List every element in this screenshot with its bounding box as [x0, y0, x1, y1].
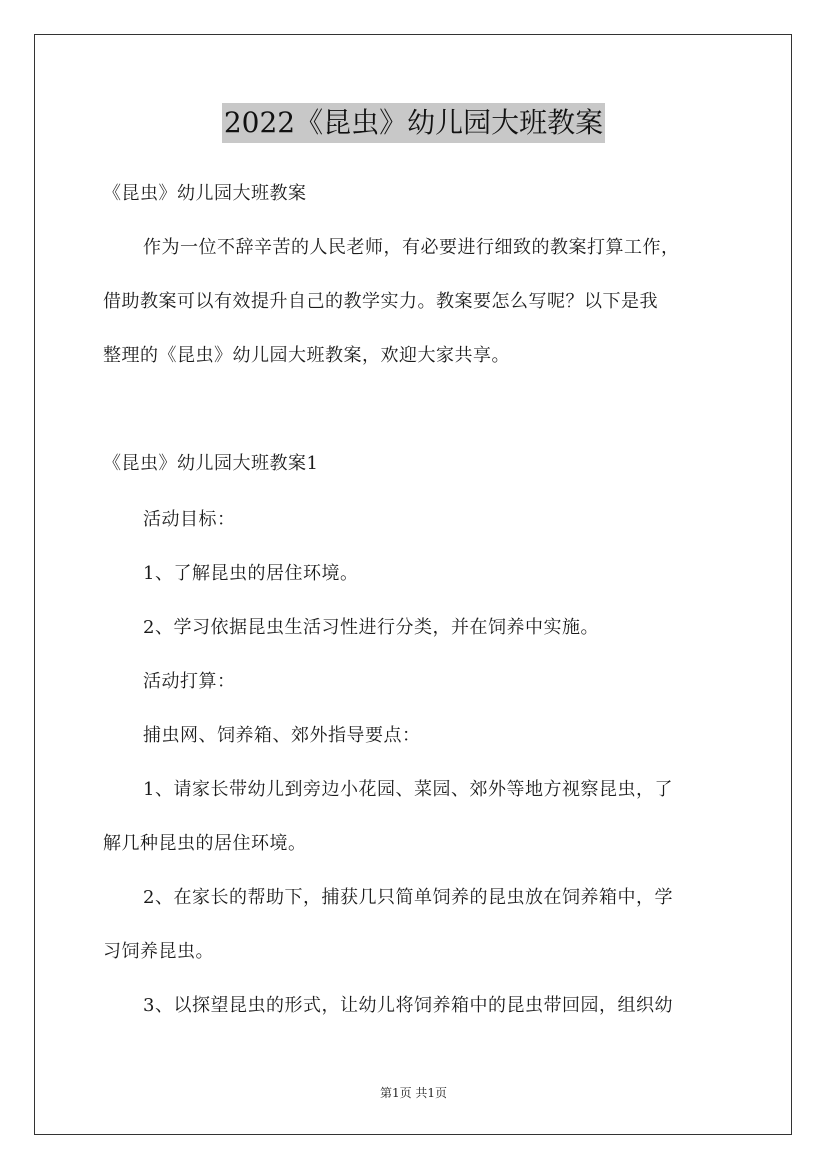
paragraph-line: 解几种昆虫的居住环境。 — [103, 833, 307, 854]
paragraph-line: 1、了解昆虫的居住环境。 — [143, 563, 359, 584]
document-title: 2022《昆虫》幼儿园大班教案 — [222, 103, 605, 143]
paragraph-line: 活动打算： — [143, 671, 236, 692]
paragraph-line: 习饲养昆虫。 — [103, 941, 214, 962]
title-container — [0, 103, 827, 143]
section-heading: 《昆虫》幼儿园大班教案1 — [103, 453, 319, 474]
page-footer: 第1页 共1页 — [379, 1086, 448, 1100]
intro-line-3: 整理的《昆虫》幼儿园大班教案，欢迎大家共享。 — [103, 345, 510, 366]
paragraph-line: 捕虫网、饲养箱、郊外指导要点： — [143, 725, 421, 746]
paragraph-line: 1、请家长带幼儿到旁边小花园、菜园、郊外等地方视察昆虫，了 — [143, 779, 673, 800]
paragraph-line: 3、以探望昆虫的形式，让幼儿将饲养箱中的昆虫带回园，组织幼 — [143, 995, 673, 1016]
subtitle: 《昆虫》幼儿园大班教案 — [103, 183, 307, 204]
paragraph-line: 2、学习依据昆虫生活习性进行分类，并在饲养中实施。 — [143, 617, 599, 638]
intro-line-1: 作为一位不辞辛苦的人民老师，有必要进行细致的教案打算工作， — [143, 237, 680, 258]
intro-line-2: 借助教案可以有效提升自己的教学实力。教案要怎么写呢？以下是我 — [103, 291, 658, 312]
paragraph-line: 活动目标： — [143, 509, 236, 530]
paragraph-line: 2、在家长的帮助下，捕获几只简单饲养的昆虫放在饲养箱中，学 — [143, 887, 673, 908]
